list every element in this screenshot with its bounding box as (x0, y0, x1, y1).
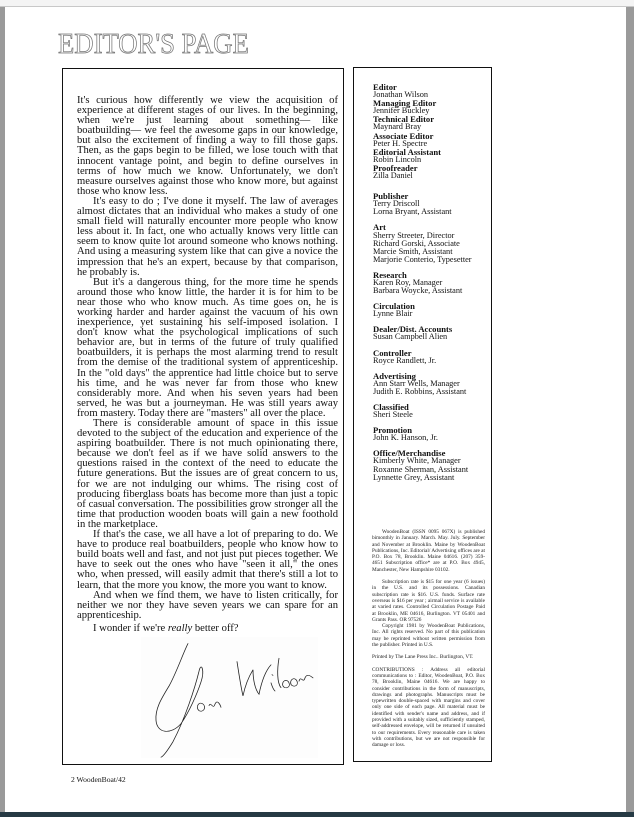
masthead-name: Jennifer Buckley (373, 106, 430, 116)
staff-masthead (373, 83, 488, 489)
masthead-name: Sherry Streeter, Director (373, 230, 455, 240)
article-paragraph: If that's the case, we all have a lot of preparing to do. We have to produce real boatbuilders, people who know how to build boats well and fast, and not just put pieces together. We have to seek out the ones who have "seen it all," the ones who, when pressed, will easily admit that there's still a lot to learn, that the more you know, the more you want to know. (77, 529, 338, 591)
masthead-name: Marcie Smith, Assistant (373, 246, 453, 256)
masthead-role: Controller (373, 347, 412, 358)
page-title: EDITOR'S PAGE (58, 28, 249, 60)
editorial-column (62, 68, 344, 765)
masthead-entry-research (373, 271, 488, 295)
masthead-name: Sheri Steele (373, 410, 413, 420)
viewer-right-scrollbar[interactable] (626, 7, 634, 812)
masthead-role: Circulation (373, 301, 415, 312)
closing-emphasis: really (167, 622, 193, 634)
article-paragraph: But it's a dangerous thing, for the more time he spends around those who know little, the harder it is for him to be near those who who know much. As time goes on, he is working harder and harder against the vacuum of his own inexperience, yet sustaining his self-imposed isolation. I don't know what the psychological implications of such behavior are, but in terms of the future of truly qualified boatbuilders, it is perhaps the most alarming trend to result from the demise of the traditional system of apprenticeship. In the "old days" the apprentice had little choice but to serve his time, and he was never far from those who knew considerably more. And when his seven years had been served, he was but a journeyman. He was still years away from mastery. Today there are "masters" all over the place. (77, 276, 338, 419)
masthead-entry-associate-editor (373, 132, 488, 148)
subscription-notice: Subscription rate is $15 for one year (6 issues) in the U.S. and its possessions. Canadian subscription rate is $16. U.S. funds. Surface rate overseas is $16 per year ; airmail service is available at varied rates. Controlled Circulation Postage Paid at Brooklin, ME 04616, Burlington. VT 05401 and Grants Pass. OR 97526 (372, 579, 485, 623)
article-closing-line (77, 624, 338, 634)
closing-text: I wonder if we're (93, 622, 168, 634)
masthead-role: Research (373, 269, 407, 280)
masthead-entry-publisher (373, 192, 488, 216)
article-paragraph: It's easy to do ; I've done it myself. The law of averages almost dictates that an individual who makes a study of one small field will naturally encounter more people who know less about it. In fact, one who actually knows very little can seem to know quite lot around someone who knows nothing. And using a measuring system like that can give a novice the impression that he's an expert, because by that comparison, he probably is. (77, 195, 338, 278)
masthead-name: Marjorie Conterio, Typesetter (373, 254, 472, 264)
masthead-role: Editorial Assistant (373, 146, 442, 157)
masthead-name: Barbara Woycke, Assistant (373, 286, 463, 296)
masthead-role: Technical Editor (373, 114, 435, 125)
masthead-role: Associate Editor (373, 130, 434, 141)
masthead-role: Dealer/Dist. Accounts (373, 324, 453, 335)
masthead-entry-managing-editor (373, 99, 488, 115)
contributions-notice: CONTRIBUTIONS : Address all editorial communications to : Editor, WoodenBoat, P.O. Box 78, Brooklin, Maine 04616. We are happy to consider contributions in the form of manuscripts, drawings and photographs. Manuscripts must be typewritten double-spaced with margins and cover only one side of each page. All material must be identified with sender's name and address, and if provided with a suitably sized, sufficiently stamped, self-addressed envelope, will be returned if unsuited to our requirements. Every reasonable care is taken with contributions, but we are not responsible for damage or loss. (372, 666, 485, 749)
publication-info (372, 529, 485, 755)
viewer-bottom-bar (0, 812, 634, 817)
masthead-role: Advertising (373, 370, 416, 381)
masthead-role: Art (373, 222, 386, 233)
masthead-entry-art (373, 223, 488, 263)
viewer-left-margin (0, 7, 5, 812)
masthead-entry-advertising (373, 372, 488, 396)
masthead-entry-promotion (373, 426, 488, 442)
masthead-name: Lynnette Grey, Assistant (373, 472, 455, 482)
masthead-name: Richard Gorski, Associate (373, 238, 460, 248)
masthead-name: John K. Hanson, Jr. (373, 433, 438, 443)
masthead-column (353, 67, 492, 762)
masthead-name: Judith E. Robbins, Assistant (373, 386, 467, 396)
issn-notice: WoodenBoat (ISSN 0095 067X) is published bimonthly in January. March. May. July. September and November at Brooklin. Maine by WoodenBoat Publications, Inc. Editorial/ Advertising offices are at P.O. Box 78, Brooklin. Maine 04616. (207) 359-4651 Subscription office* are at P.O. Box 4945, Manchester, New Hampshire 03102. (372, 529, 485, 573)
masthead-name: Royce Randlett, Jr. (373, 355, 437, 365)
copyright-notice: Copyright 1981 by WoodenBoat Publications, Inc. All rights reserved. No part of this publication may be reprinted without written permission from the publisher. Printed in U.S. (372, 623, 485, 649)
masthead-name: Ann Starr Wells, Manager (373, 378, 460, 388)
masthead-role: Classified (373, 402, 409, 412)
signature-graphic (141, 637, 318, 758)
masthead-name: Maynard Bray (373, 122, 422, 132)
article-paragraph: It's curious how differently we view the acquisition of experience at different stages of our lives. In the beginning, when we're just learning about something— like boatbuilding— we feel the awesome gaps in our knowledge, but also the excitement of finding a way to fill those gaps. Then, as the gaps begin to be filled, we lose touch with that innocent vantage point, and begin to define ourselves in terms of how much we know. Unfortunately, we don't measure ourselves against those who know more, but against those who know less. (77, 95, 338, 197)
masthead-entry-controller (373, 349, 488, 365)
page-folio: 2 WoodenBoat/42 (71, 775, 126, 784)
editorial-article (77, 96, 338, 634)
masthead-role: Editor (373, 82, 397, 92)
masthead-name: Lynne Blair (373, 309, 413, 319)
masthead-role: Promotion (373, 425, 412, 436)
closing-text-end: better off? (192, 622, 239, 634)
masthead-name: Karen Roy, Manager (373, 277, 443, 287)
masthead-role: Publisher (373, 191, 409, 202)
masthead-role: Proofreader (373, 162, 418, 173)
masthead-name: Roxanne Sherman, Assistant (373, 464, 469, 474)
masthead-name: Robin Lincoln (373, 154, 422, 164)
masthead-name: Kimberly White, Manager (373, 456, 461, 466)
masthead-name: Jonathan Wilson (373, 90, 429, 100)
printer-notice: Printed by The Lane Press Inc.. Burlington, VT. (372, 654, 474, 661)
masthead-entry-editorial-assistant (373, 148, 488, 164)
masthead-entry-proofreader (373, 164, 488, 180)
masthead-name: Zilla Daniel (373, 171, 413, 181)
article-paragraph: There is considerable amount of space in this issue devoted to the subject of the education and experience of the aspiring boatbuilder. There is not much opinionating there, because we don't feel as if we have solid answers to the questions raised in the context of the need to educate the future generations. But the issues are of great concern to us, for we are not indulging our whims. The rising cost of producing fiberglass boats has become more than just a topic of casual conversation. The possibilities grow stronger all the time that production wooden boats will gain a new foothold in the marketplace. (77, 418, 338, 530)
editor-signature (141, 637, 318, 758)
masthead-name: Susan Campbell Alien (373, 332, 448, 342)
masthead-name: Lorna Bryant, Assistant (373, 207, 452, 217)
masthead-entry-office (373, 449, 488, 481)
masthead-entry-dealer-accounts (373, 325, 488, 341)
masthead-entry-editor (373, 83, 488, 99)
masthead-name: Peter H. Spectre (373, 138, 428, 148)
article-paragraph: And when we find them, we have to listen critically, for neither we nor they have seven years we can spare for an apprenticeship. (77, 589, 338, 621)
masthead-entry-technical-editor (373, 115, 488, 131)
masthead-name: Terry Driscoll (373, 199, 420, 209)
masthead-entry-classified (373, 403, 488, 419)
masthead-entry-circulation (373, 302, 488, 318)
masthead-role: Office/Merchandise (373, 448, 446, 459)
viewer-top-edge (0, 0, 634, 7)
masthead-role: Managing Editor (373, 98, 437, 109)
